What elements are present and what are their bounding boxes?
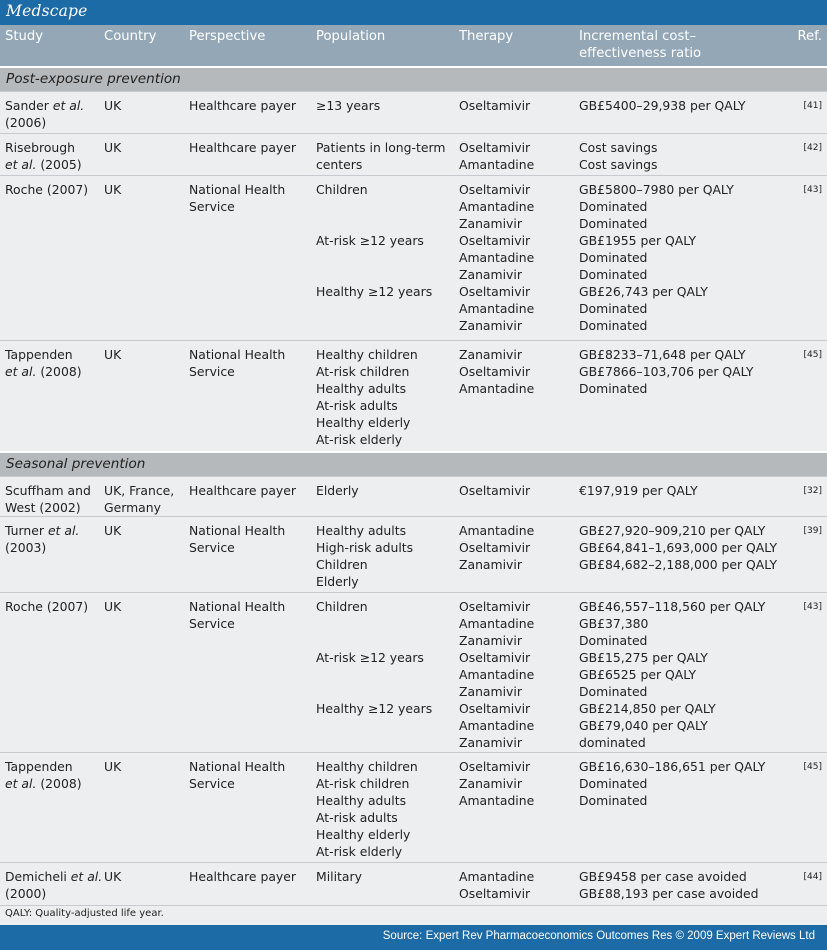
section-title: Seasonal prevention [6,456,146,472]
cell-country: UK, France, Germany [104,483,175,515]
section-title: Post-exposure prevention [6,71,181,87]
table-row [0,175,827,341]
cell-icer: GB£46,557–118,560 per QALY GB£37,380 Dominated GB£15,275 per QALY GB£6525 per QALY Dominated GB£214,850 per QALY GB£79,040 per QALY dominated [579,599,766,750]
cell-study: Roche (2007) [5,182,89,197]
cell-ref: [32] [803,486,822,496]
table-row [0,340,827,453]
cell-therapy: Amantadine Oseltamivir Zanamivir [459,523,535,572]
top-banner [0,0,827,25]
cell-population: Children At-risk ≥12 years Healthy ≥12 years [316,599,433,716]
cell-study: Demicheli et al. (2000) [5,869,103,901]
cell-ref: [45] [803,350,822,360]
footnote: QALY: Quality-adjusted life year. [5,908,164,919]
cell-country: UK [104,140,122,155]
cell-therapy: Amantadine Oseltamivir [459,869,535,901]
header-ref: Ref. [797,29,822,44]
cell-therapy: Zanamivir Oseltamivir Amantadine [459,347,535,396]
cell-country: UK [104,347,122,362]
cell-study: Tappenden et al. (2008) [5,347,82,379]
header-country: Country [104,29,157,44]
section-post-exposure [0,66,827,91]
cell-icer: Cost savings Cost savings [579,140,658,172]
cell-perspective: Healthcare payer [189,98,296,113]
cell-icer: GB£5800–7980 per QALY Dominated Dominated GB£1955 per QALY Dominated Dominated GB£26,743 per QALY Dominated Dominated [579,182,734,333]
cell-perspective: Healthcare payer [189,869,296,884]
cell-icer: GB£9458 per case avoided GB£88,193 per case avoided [579,869,759,901]
cell-study: Risebrough et al. (2005) [5,140,82,172]
cell-study: Scuffham and West (2002) [5,483,91,515]
table-header [0,25,827,66]
table-row [0,752,827,863]
cell-population: ≥13 years [316,98,381,113]
cell-country: UK [104,759,122,774]
header-population: Population [316,29,386,44]
table-row [0,476,827,517]
cell-therapy: Oseltamivir [459,98,531,113]
cell-perspective: National Health Service [189,347,286,379]
cell-ref: [43] [803,602,822,612]
cell-icer: GB£27,920–909,210 per QALY GB£64,841–1,693,000 per QALY GB£84,682–2,188,000 per QALY [579,523,778,572]
cell-icer: GB£8233–71,648 per QALY GB£7866–103,706 per QALY Dominated [579,347,754,396]
cell-country: UK [104,523,122,538]
cell-country: UK [104,869,122,884]
cell-study: Roche (2007) [5,599,89,614]
cell-icer: GB£5400–29,938 per QALY [579,98,746,113]
cell-icer: GB£16,630–186,651 per QALY Dominated Dominated [579,759,766,808]
header-study: Study [5,29,44,44]
header-icer: Incremental cost– effectiveness ratio [579,29,702,61]
cell-perspective: National Health Service [189,523,286,555]
cell-therapy: Oseltamivir [459,483,531,498]
table-row [0,516,827,593]
header-perspective: Perspective [189,29,266,44]
cell-therapy: Oseltamivir Zanamivir Amantadine [459,759,535,808]
source-credit: Source: Expert Rev Pharmacoeconomics Outcomes Res © 2009 Expert Reviews Ltd [382,930,815,942]
cell-population: Healthy adults High-risk adults Children Elderly [316,523,414,589]
medscape-logo: Medscape [6,2,88,20]
cell-therapy: Oseltamivir Amantadine [459,140,535,172]
table-row [0,91,827,134]
cell-population: Military [316,869,362,884]
cell-country: UK [104,98,122,113]
cell-perspective: National Health Service [189,759,286,791]
cell-population: Healthy children At-risk children Healthy adults At-risk adults Healthy elderly At-risk elderly [316,759,418,859]
cell-population: Patients in long-term centers [316,140,446,172]
section-seasonal [0,451,827,476]
cell-ref: [44] [803,872,822,882]
table-row [0,862,827,906]
cell-perspective: National Health Service [189,599,286,631]
cell-perspective: Healthcare payer [189,483,296,498]
cell-ref: [39] [803,526,822,536]
cell-population: Elderly [316,483,359,498]
cell-study: Sander et al. (2006) [5,98,85,130]
cell-population: Children At-risk ≥12 years Healthy ≥12 years [316,182,433,299]
cell-population: Healthy children At-risk children Healthy adults At-risk adults Healthy elderly At-risk elderly [316,347,418,447]
cell-study: Turner et al. (2003) [5,523,80,555]
cell-icer: €197,919 per QALY [579,483,698,498]
cell-perspective: National Health Service [189,182,286,214]
cell-study: Tappenden et al. (2008) [5,759,82,791]
bottom-banner [0,925,827,950]
cell-therapy: Oseltamivir Amantadine Zanamivir Oseltamivir Amantadine Zanamivir Oseltamivir Amantadine Zanamivir [459,599,535,750]
table-row [0,592,827,753]
cell-perspective: Healthcare payer [189,140,296,155]
cell-country: UK [104,182,122,197]
cell-country: UK [104,599,122,614]
cell-therapy: Oseltamivir Amantadine Zanamivir Oseltamivir Amantadine Zanamivir Oseltamivir Amantadine Zanamivir [459,182,535,333]
cell-ref: [42] [803,143,822,153]
table-row [0,133,827,176]
cell-ref: [45] [803,762,822,772]
cell-ref: [43] [803,185,822,195]
cell-ref: [41] [803,101,822,111]
header-therapy: Therapy [459,29,514,44]
